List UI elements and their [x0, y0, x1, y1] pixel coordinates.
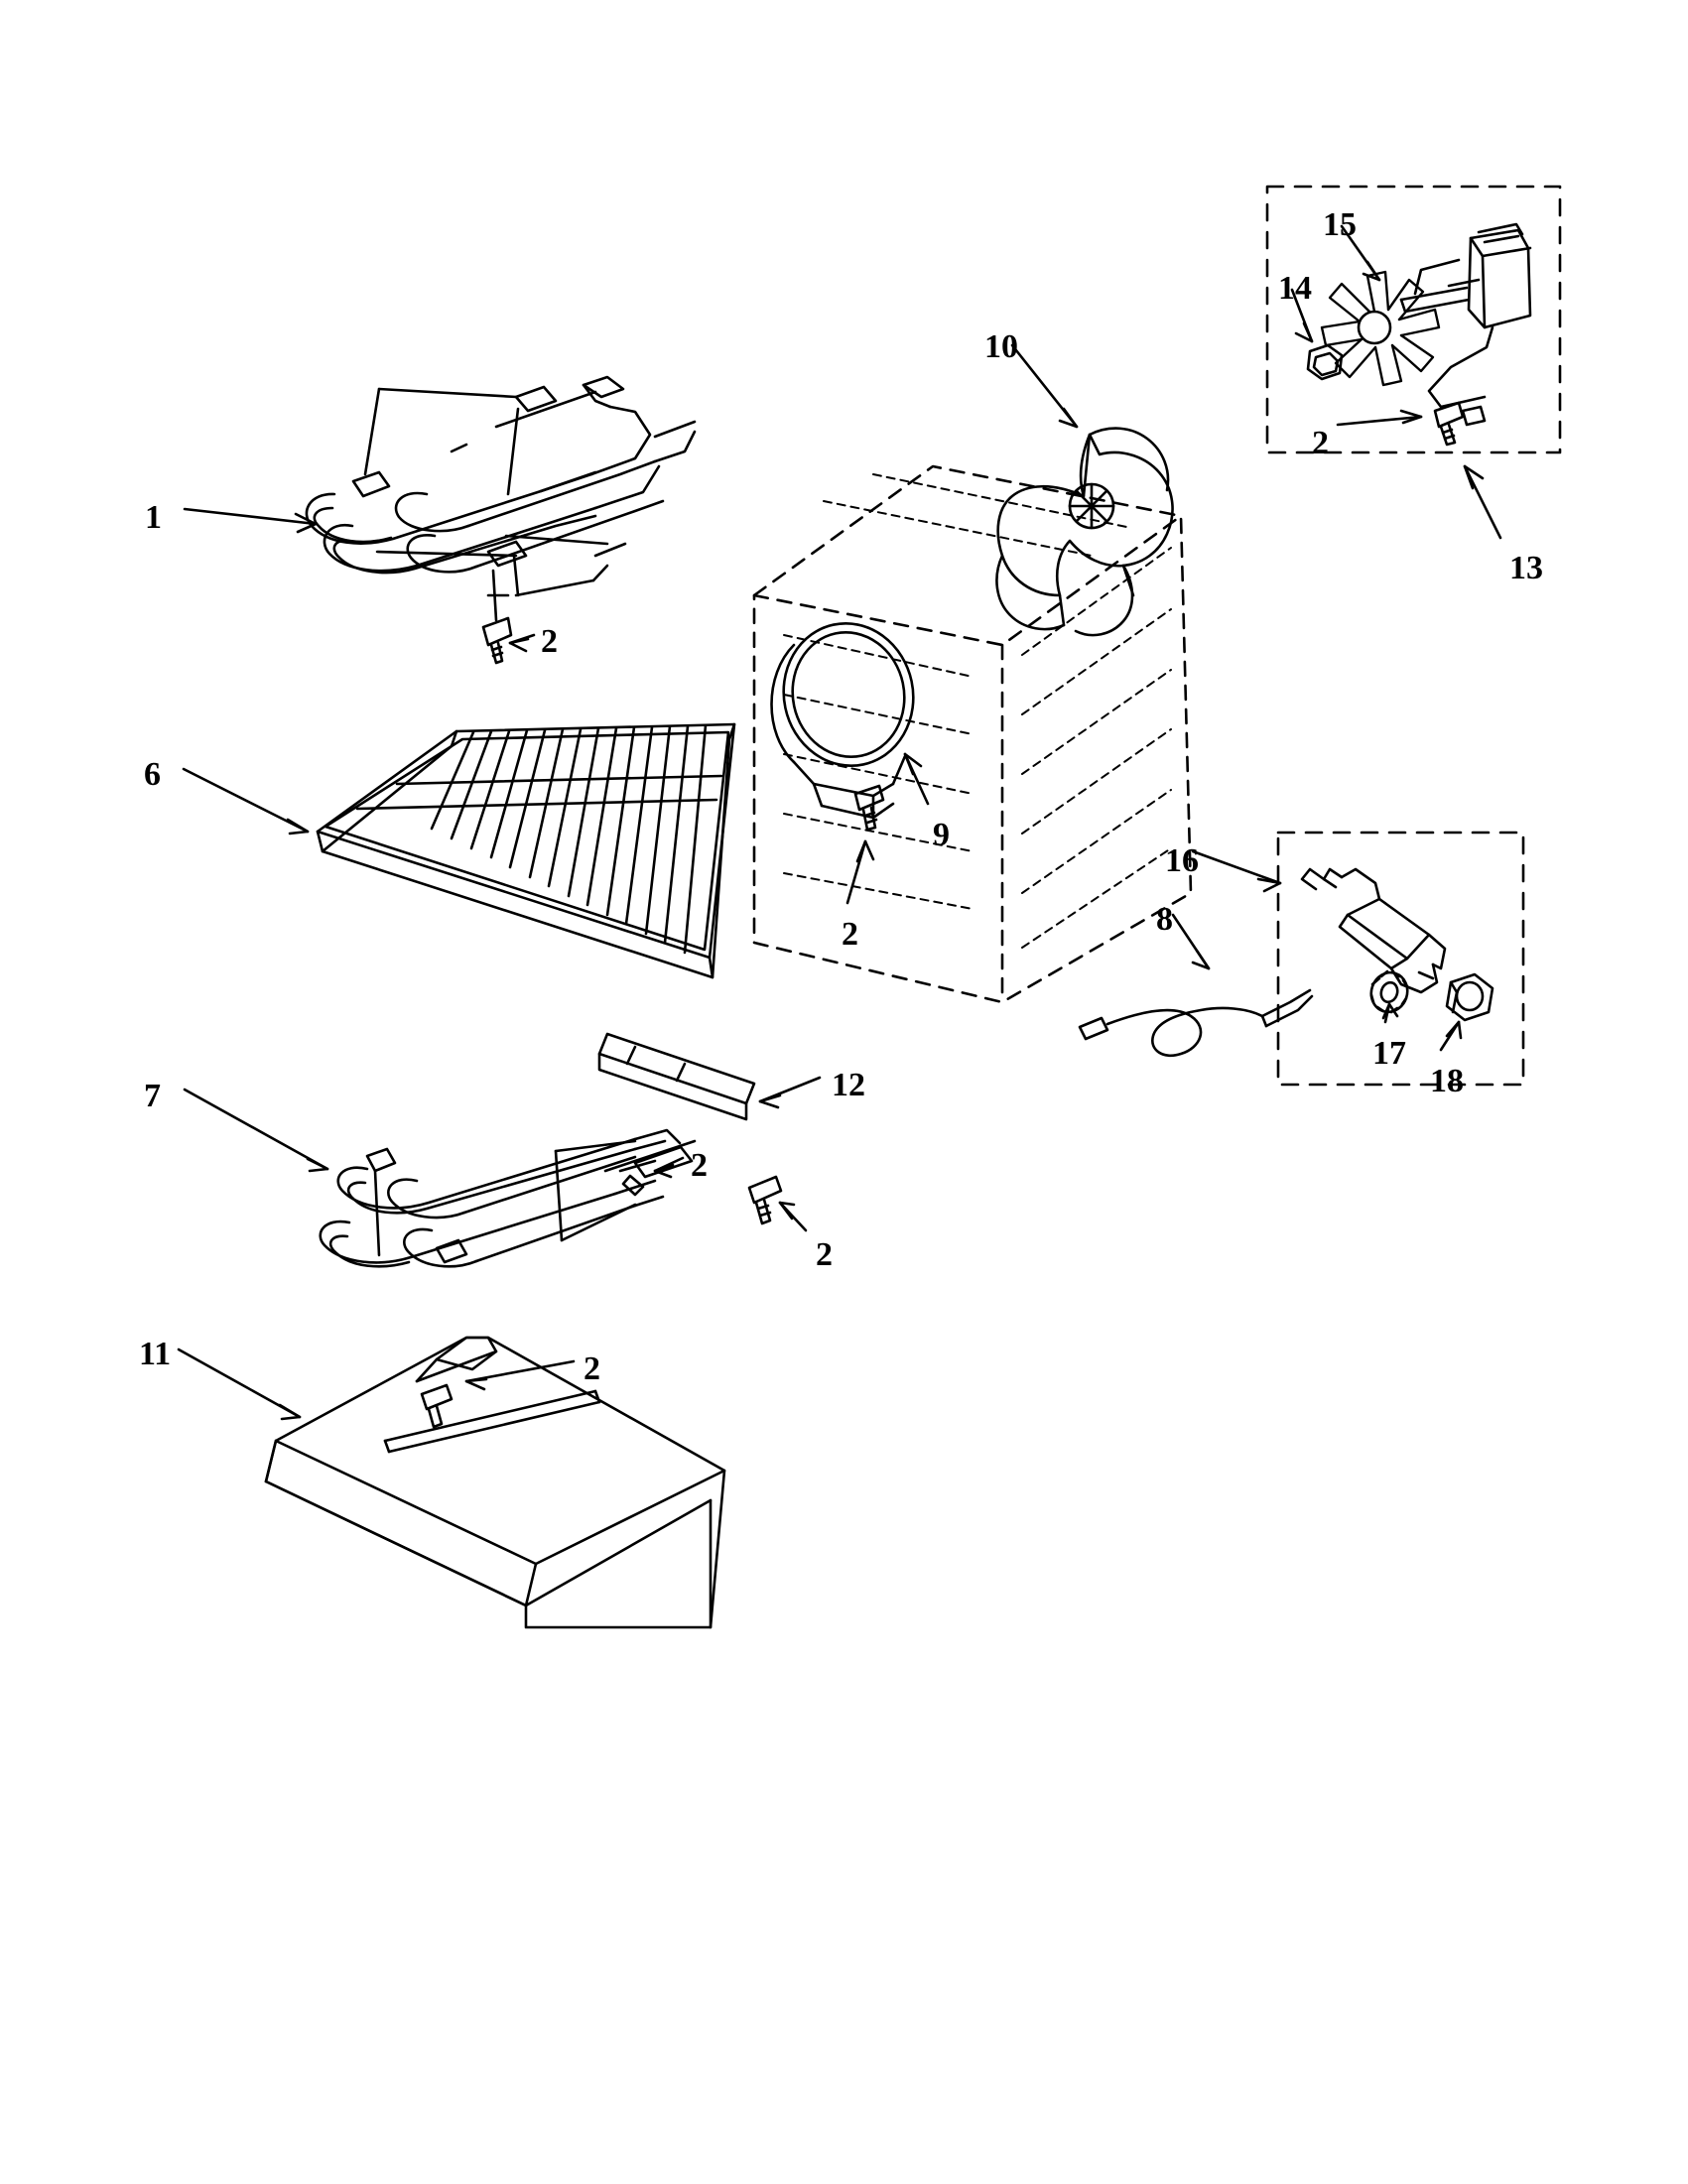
- callout-14[interactable]: 14: [1278, 270, 1312, 307]
- callout-2-lower-element-screw[interactable]: 2: [691, 1147, 708, 1184]
- upper-broil-element-art: [307, 377, 695, 663]
- fan-motor-screw-art: [1435, 403, 1485, 445]
- callout-2-upper-element-screw[interactable]: 2: [541, 623, 558, 660]
- callout-6[interactable]: 6: [144, 756, 161, 793]
- lower-bake-element-art: [321, 1034, 781, 1266]
- oven-cavity-liner-art: [754, 466, 1191, 1002]
- callout-10[interactable]: 10: [984, 328, 1018, 365]
- callout-18[interactable]: 18: [1430, 1063, 1464, 1099]
- callout-16[interactable]: 16: [1165, 842, 1199, 879]
- fan-cover-plate-art: [996, 429, 1172, 635]
- oven-bottom-panel-art: [266, 1338, 724, 1627]
- callout-2-baffle-screw[interactable]: 2: [842, 916, 858, 953]
- callout-15[interactable]: 15: [1323, 206, 1357, 243]
- callout-17[interactable]: 17: [1372, 1035, 1406, 1072]
- callout-2-oven-bottom-screw[interactable]: 2: [584, 1350, 600, 1387]
- convection-fan-motor-art: [1401, 224, 1530, 407]
- sensor-nut-art: [1447, 974, 1493, 1020]
- oven-rack-art: [318, 724, 734, 977]
- callout-1[interactable]: 1: [145, 499, 162, 536]
- callout-11[interactable]: 11: [139, 1336, 172, 1372]
- oven-cavity-detail-art: [784, 474, 1171, 948]
- callout-8[interactable]: 8: [1156, 901, 1173, 938]
- callout-7[interactable]: 7: [144, 1078, 161, 1114]
- callout-13[interactable]: 13: [1509, 550, 1543, 586]
- callout-2-bracket-screw[interactable]: 2: [816, 1236, 833, 1273]
- callout-12[interactable]: 12: [832, 1067, 865, 1103]
- fan-baffle-ring-art: [770, 611, 926, 830]
- temperature-sensor-art: [1302, 869, 1445, 992]
- fan-nut-art: [1308, 345, 1342, 379]
- callout-9[interactable]: 9: [933, 817, 950, 853]
- callout-2-fan-motor-screw[interactable]: 2: [1312, 425, 1329, 461]
